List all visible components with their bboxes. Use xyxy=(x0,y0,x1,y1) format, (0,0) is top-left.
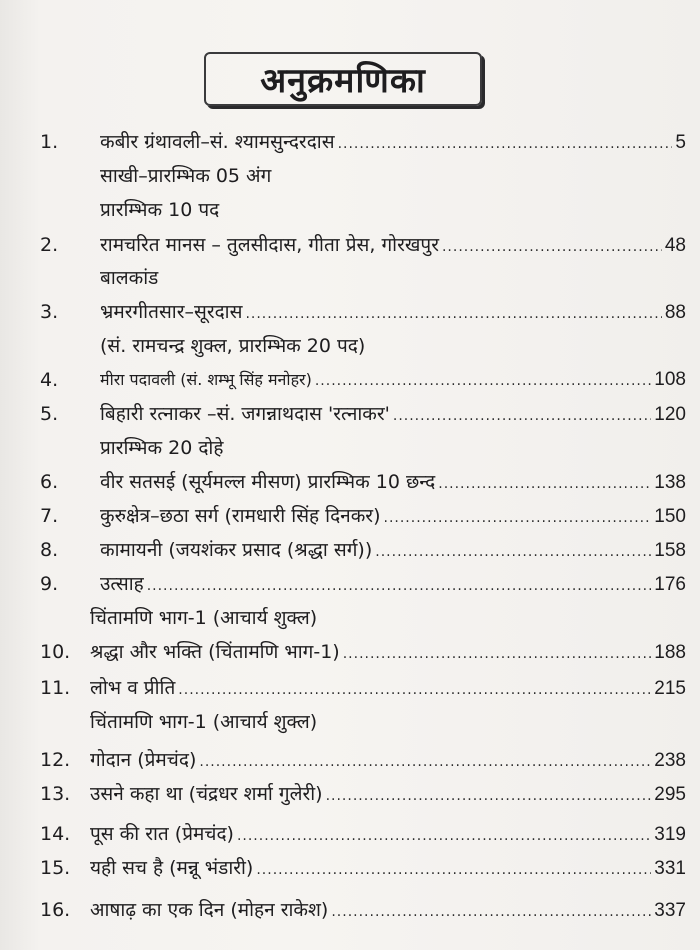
entry-title: आषाढ़ का एक दिन (मोहन राकेश) xyxy=(90,899,329,921)
entry-number: 9. xyxy=(40,573,59,595)
leader-dots xyxy=(343,638,652,670)
entry-page: 48 xyxy=(664,235,686,256)
leader-dots xyxy=(384,502,652,534)
entry-title: मीरा पदावली (सं. शम्भू सिंह मनोहर) xyxy=(100,370,312,389)
entry-title: उत्साह xyxy=(100,573,144,595)
entry-subline: चिंतामणि भाग-1 (आचार्य शुक्ल) xyxy=(90,607,318,629)
entry-title: कामायनी (जयशंकर प्रसाद (श्रद्धा सर्ग)) xyxy=(100,539,373,561)
entry-page: 120 xyxy=(654,404,686,425)
toc-entry-16 xyxy=(0,894,700,926)
leader-dots xyxy=(331,896,651,928)
entry-title: बिहारी रत्नाकर –सं. जगन्नाथदास 'रत्नाकर' xyxy=(100,403,390,425)
toc-entry-10 xyxy=(0,636,700,668)
leader-dots xyxy=(338,128,673,160)
entry-number: 16. xyxy=(40,899,71,921)
leader-dots xyxy=(326,780,652,812)
toc-entry-12 xyxy=(0,744,700,776)
toc-entry-7 xyxy=(0,500,700,532)
entry-title: लोभ व प्रीति xyxy=(90,677,176,699)
entry-number: 7. xyxy=(40,505,59,527)
leader-dots xyxy=(256,854,651,886)
toc-entry-9 xyxy=(0,568,700,600)
page-title: अनुक्रमणिका xyxy=(204,52,482,106)
entry-page: 337 xyxy=(654,900,686,921)
entry-subline: साखी–प्रारम्भिक 05 अंग xyxy=(100,165,272,187)
entry-page: 295 xyxy=(654,784,686,805)
entry-title: वीर सतसई (सूर्यमल्ल मीसण) प्रारम्भिक 10 छन्द xyxy=(100,471,436,493)
entry-title: रामचरित मानस – तुलसीदास, गीता प्रेस, गोरखपुर xyxy=(100,234,439,256)
entry-subline: (सं. रामचन्द्र शुक्ल, प्रारम्भिक 20 पद) xyxy=(100,335,366,357)
entry-title: उसने कहा था (चंद्रधर शर्मा गुलेरी) xyxy=(90,783,323,805)
entry-number: 14. xyxy=(40,823,71,845)
toc-entry-2 xyxy=(0,229,700,261)
entry-page: 5 xyxy=(675,132,686,153)
entry-number: 8. xyxy=(40,539,59,561)
entry-subline: बालकांड xyxy=(100,267,159,289)
entry-title: यही सच है (मन्नू भंडारी) xyxy=(90,857,254,879)
entry-page: 238 xyxy=(654,750,686,771)
leader-dots xyxy=(245,298,661,330)
toc-entry-1 xyxy=(0,126,700,158)
entry-number: 11. xyxy=(40,677,71,699)
entry-number: 3. xyxy=(40,301,59,323)
entry-number: 4. xyxy=(40,369,59,391)
toc-entry-11 xyxy=(0,672,700,704)
toc-entry-4 xyxy=(0,364,700,396)
entry-subline: प्रारम्भिक 20 दोहे xyxy=(100,437,224,459)
entry-title: कबीर ग्रंथावली–सं. श्यामसुन्दरदास xyxy=(100,131,335,153)
leader-dots xyxy=(178,674,651,706)
entry-title: भ्रमरगीतसार–सूरदास xyxy=(100,301,243,323)
leader-dots xyxy=(237,820,651,852)
toc-entry-6 xyxy=(0,466,700,498)
entry-page: 319 xyxy=(654,824,686,845)
entry-page: 176 xyxy=(654,574,686,595)
entry-number: 2. xyxy=(40,234,59,256)
entry-title: कुरुक्षेत्र–छठा सर्ग (रामधारी सिंह दिनकर) xyxy=(100,505,381,527)
entry-page: 108 xyxy=(654,369,686,390)
entry-page: 138 xyxy=(654,472,686,493)
leader-dots xyxy=(147,570,652,602)
entry-number: 1. xyxy=(40,131,59,153)
entry-page: 88 xyxy=(664,302,686,323)
toc-entry-5 xyxy=(0,398,700,430)
entry-page: 215 xyxy=(654,678,686,699)
toc-entry-14 xyxy=(0,818,700,850)
entry-title: गोदान (प्रेमचंद) xyxy=(90,749,197,771)
leader-dots xyxy=(199,746,651,778)
leader-dots xyxy=(375,536,651,568)
entry-subline: प्रारम्भिक 10 पद xyxy=(100,199,220,221)
entry-page: 150 xyxy=(654,506,686,527)
entry-number: 15. xyxy=(40,857,71,879)
toc-entry-15 xyxy=(0,852,700,884)
entry-number: 13. xyxy=(40,783,71,805)
entry-page: 188 xyxy=(654,642,686,663)
entry-number: 5. xyxy=(40,403,59,425)
leader-dots xyxy=(442,231,662,263)
entry-number: 12. xyxy=(40,749,71,771)
toc-entry-8 xyxy=(0,534,700,566)
entry-title: श्रद्धा और भक्ति (चिंतामणि भाग-1) xyxy=(90,641,340,663)
entry-number: 6. xyxy=(40,471,59,493)
leader-dots xyxy=(438,468,651,500)
entry-page: 158 xyxy=(654,540,686,561)
leader-dots xyxy=(393,400,651,432)
leader-dots xyxy=(315,365,651,397)
entry-number: 10. xyxy=(40,641,71,663)
entry-title: पूस की रात (प्रेमचंद) xyxy=(90,823,234,845)
entry-subline: चिंतामणि भाग-1 (आचार्य शुक्ल) xyxy=(90,711,318,733)
entry-page: 331 xyxy=(654,858,686,879)
toc-entry-3 xyxy=(0,296,700,328)
toc-entry-13 xyxy=(0,778,700,810)
